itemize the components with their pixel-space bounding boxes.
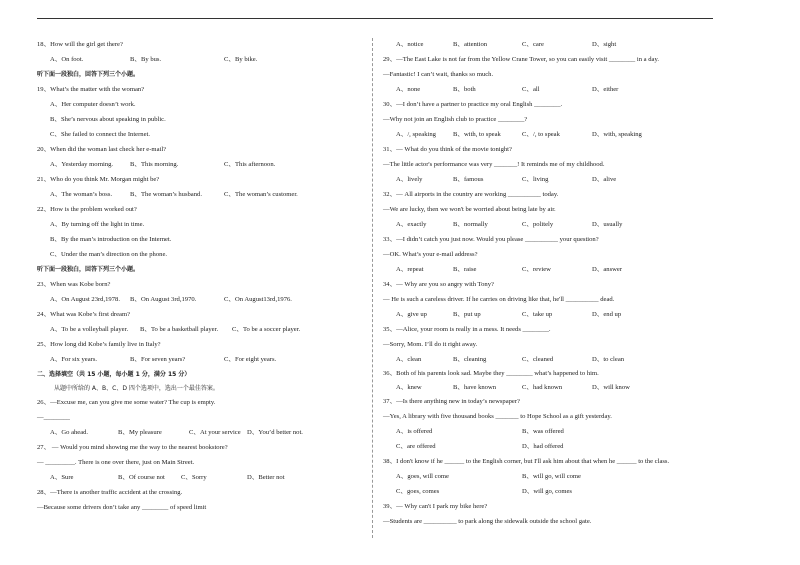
answer-option: B、To be a basketball player. [140, 326, 219, 333]
question-text: —________ [37, 414, 70, 421]
answer-option: A、knew [396, 384, 422, 391]
answer-option: D、will go, comes [522, 488, 572, 495]
answer-option: B、put up [453, 311, 481, 318]
answer-option: D、either [592, 86, 619, 93]
answer-option: A、repeat [396, 266, 424, 273]
answer-option: B、Of course not [118, 474, 165, 481]
answer-option: D、sight [592, 41, 617, 48]
question-text: 23、When was Kobe born? [37, 281, 111, 288]
answer-option: C、care [522, 41, 544, 48]
answer-option: C、living [522, 176, 549, 183]
answer-option: D、with, speaking [592, 131, 642, 138]
question-text: —OK. What’s your e-mail address? [383, 251, 478, 258]
question-text: — _________. There is one over there, just on Main Street. [37, 459, 195, 466]
question-text: 27、 — Would you mind showing me the way to the nearest bookstore? [37, 444, 228, 451]
answer-option: B、cleaning [453, 356, 487, 363]
answer-option: A、goes, will come [396, 473, 449, 480]
answer-option: D、will know [592, 384, 630, 391]
question-text: —Because some drivers don’t take any ________ of speed limit [37, 504, 207, 511]
section-heading: 二、选择填空（共 15 小题，每小题 1 分，满分 15 分） [37, 371, 191, 378]
answer-option: D、end up [592, 311, 622, 318]
answer-option: A、On August 23rd,1978. [50, 296, 120, 303]
answer-option: C、On August13rd,1976. [224, 296, 292, 303]
question-text: C、She failed to connect the Internet. [50, 131, 150, 138]
answer-option: B、normally [453, 221, 488, 228]
answer-option: C、To be a soccer player. [232, 326, 301, 333]
answer-option: A、Yesterday morning. [50, 161, 114, 168]
answer-option: A、notice [396, 41, 424, 48]
question-text: —Yes, A library with five thousand books _______ to Hope School as a gift yesterday. [383, 413, 612, 420]
answer-option: C、goes, comes [396, 488, 440, 495]
answer-option: D、to clean [592, 356, 625, 363]
question-text: 38、I don't know if he ______ to the English corner, but I'll ask him about that when he ______ to the class. [383, 458, 670, 465]
question-text: —Fantastic! I can’t wait, thanks so much. [383, 71, 494, 78]
answer-option: A、none [396, 86, 421, 93]
answer-option: A、give up [396, 311, 427, 318]
answer-option: C、had known [522, 384, 563, 391]
answer-option: B、attention [453, 41, 488, 48]
answer-option: D、alive [592, 176, 617, 183]
question-text: B、By the man’s introduction on the Internet. [50, 236, 172, 243]
answer-option: B、famous [453, 176, 484, 183]
answer-option: B、By bus. [130, 56, 162, 63]
question-text: 25、How long did Kobe’s family live in Italy? [37, 341, 161, 348]
answer-option: D、answer [592, 266, 623, 273]
answer-option: C、all [522, 86, 540, 93]
answer-option: C、At your service [189, 429, 241, 436]
question-text: 18、How will the girl get there? [37, 41, 123, 48]
question-text: 36、Both of his parents look sad. Maybe they ________ what’s happened to him. [383, 370, 599, 377]
column-divider [372, 38, 373, 538]
section-heading: 听下面一段独白，回答下列三个小题。 [37, 266, 140, 273]
question-text: 31、— What do you think of the movie tonight? [383, 146, 512, 153]
answer-option: B、My pleasure [118, 429, 162, 436]
header-rule [37, 18, 713, 19]
answer-option: C、/, to speak [522, 131, 560, 138]
question-text: 19、What’s the matter with the woman? [37, 86, 145, 93]
question-text: —The little actor's performance was very _______! It reminds me of my childhood. [383, 161, 605, 168]
answer-option: A、On foot. [50, 56, 84, 63]
answer-option: C、politely [522, 221, 554, 228]
answer-option: B、This morning. [130, 161, 179, 168]
answer-option: A、clean [396, 356, 422, 363]
answer-option: A、lively [396, 176, 423, 183]
question-text: 24、What was Kobe’s first dream? [37, 311, 131, 318]
question-text: 21、Who do you think Mr. Morgan might be? [37, 176, 160, 183]
answer-option: B、will go, will come [522, 473, 581, 480]
answer-option: A、To be a volleyball player. [50, 326, 129, 333]
answer-option: B、raise [453, 266, 477, 273]
answer-option: C、The woman’s customer. [224, 191, 298, 198]
answer-option: B、The woman’s husband. [130, 191, 202, 198]
answer-option: A、/, speaking [396, 131, 436, 138]
answer-option: D、Better not [247, 474, 285, 481]
question-text: C、Under the man’s direction on the phone. [50, 251, 168, 258]
question-text: —Why not join an English club to practice ________? [383, 116, 528, 123]
question-text: —Students are __________ to park along the sidewalk outside the school gate. [383, 518, 592, 525]
answer-option: B、On August 3rd,1970. [130, 296, 197, 303]
answer-option: C、cleaned [522, 356, 554, 363]
answer-option: C、For eight years. [224, 356, 277, 363]
answer-option: A、exactly [396, 221, 427, 228]
answer-option: B、For seven years? [130, 356, 186, 363]
answer-option: C、Sorry [181, 474, 207, 481]
question-text: 26、—Excuse me, can you give me some water? The cup is empty. [37, 399, 216, 406]
question-text: — He is such a careless driver. If he carries on driving like that, he'll __________ dead. [383, 296, 615, 303]
question-text: 从题中所给的 A、B、C、D 四个选项中，选出一个最佳答案。 [54, 385, 219, 392]
question-text: A、Her computer doesn’t work. [50, 101, 136, 108]
question-text: 39、— Why can't I park my bike here? [383, 503, 488, 510]
answer-option: A、Go ahead. [50, 429, 89, 436]
question-text: 35、—Alice, your room is really in a mess. It needs ________. [383, 326, 551, 333]
question-text: —We are lucky, then we won't be worried about being late by air. [383, 206, 556, 213]
question-text: —Sorry, Mom. I’ll do it right away. [383, 341, 478, 348]
question-text: 29、—The East Lake is not far from the Yellow Crane Tower, so you can easily visit ________ in a day. [383, 56, 659, 63]
question-text: A、By turning off the light in time. [50, 221, 145, 228]
answer-option: D、had offered [522, 443, 564, 450]
answer-option: C、take up [522, 311, 553, 318]
question-text: 28、—There is another traffic accident at the crossing. [37, 489, 183, 496]
question-text: 37、—Is there anything new in today’s newspaper? [383, 398, 520, 405]
answer-option: B、have known [453, 384, 497, 391]
question-text: 30、—I don’t have a partner to practice my oral English ________. [383, 101, 563, 108]
question-text: B、She’s nervous about speaking in public. [50, 116, 166, 123]
answer-option: C、are offered [396, 443, 436, 450]
answer-option: A、is offered [396, 428, 433, 435]
question-text: 20、When did the woman last check her e-mail? [37, 146, 167, 153]
answer-option: D、usually [592, 221, 623, 228]
answer-option: D、You’d better not. [247, 429, 303, 436]
answer-option: C、By bike. [224, 56, 258, 63]
answer-option: A、For six years. [50, 356, 98, 363]
section-heading: 听下面一段独白，回答下列三个小题。 [37, 71, 140, 78]
answer-option: C、This afternoon. [224, 161, 276, 168]
answer-option: B、with, to speak [453, 131, 501, 138]
question-text: 33、—I didn’t catch you just now. Would you please __________ your question? [383, 236, 599, 243]
question-text: 32、— All airports in the country are working __________ today. [383, 191, 559, 198]
question-text: 34、— Why are you so angry with Tony? [383, 281, 494, 288]
answer-option: B、both [453, 86, 476, 93]
question-text: 22、How is the problem worked out? [37, 206, 137, 213]
answer-option: C、review [522, 266, 551, 273]
answer-option: A、The woman’s boss. [50, 191, 113, 198]
answer-option: B、was offered [522, 428, 564, 435]
answer-option: A、Sure [50, 474, 74, 481]
